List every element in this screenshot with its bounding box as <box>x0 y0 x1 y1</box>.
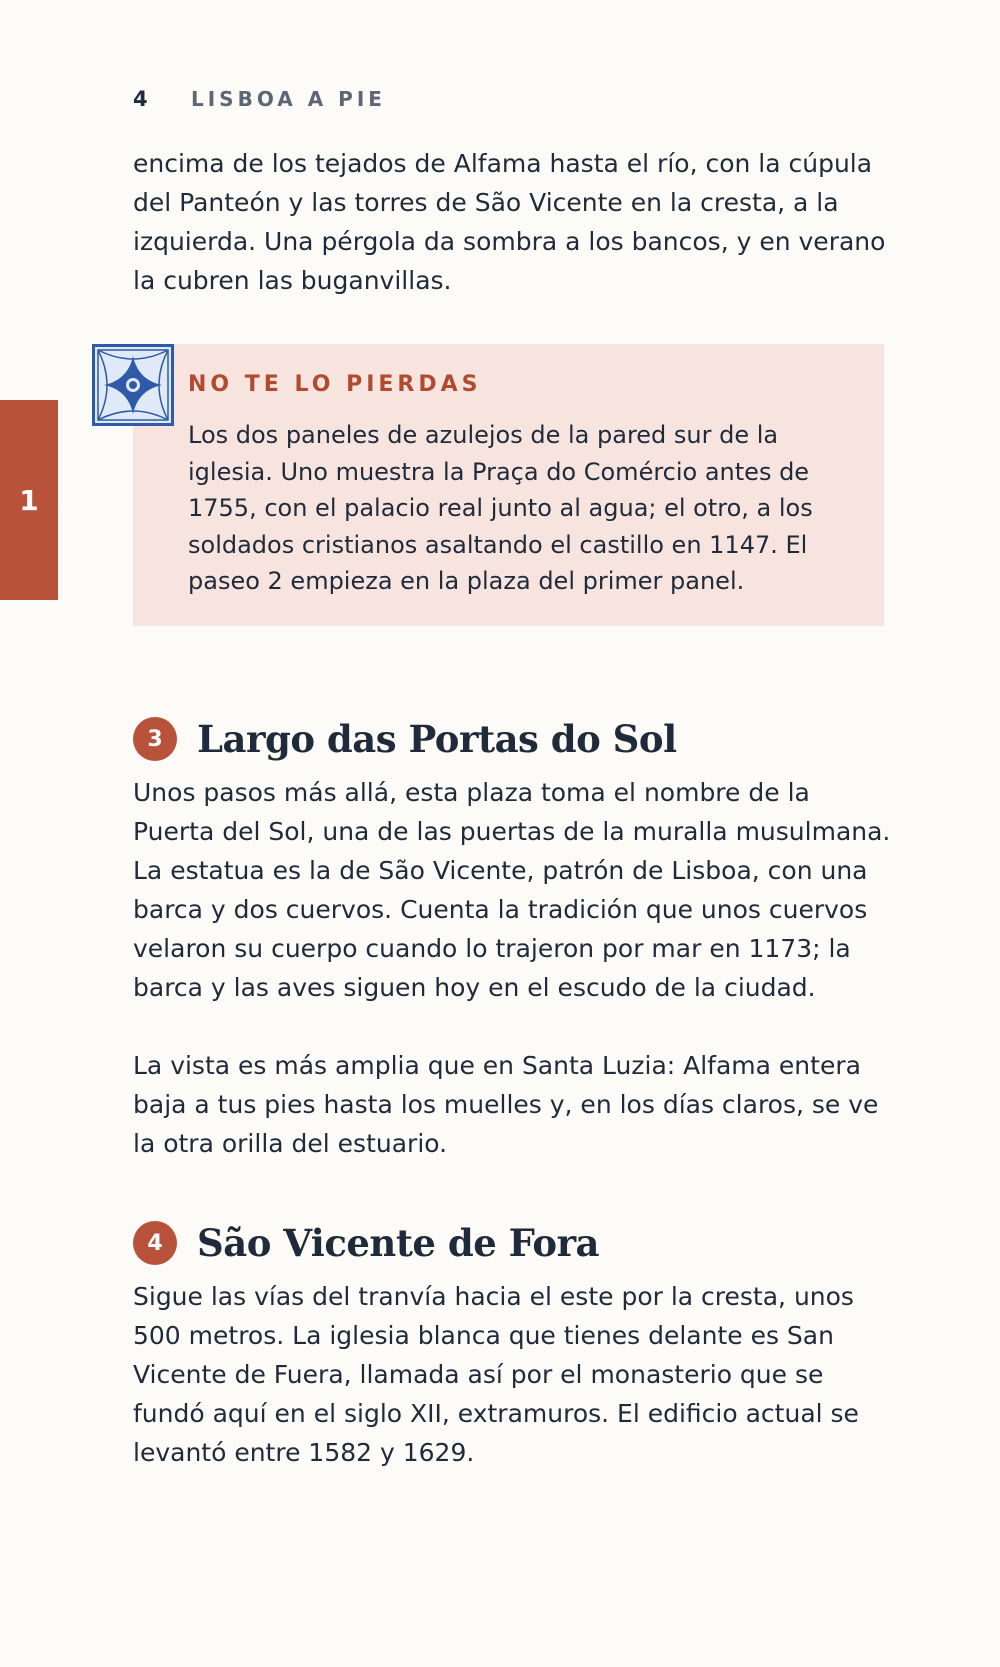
azulejo-tile-icon <box>92 344 174 426</box>
page-header <box>133 82 386 116</box>
stop-heading <box>133 1216 599 1270</box>
stop-paragraph: Sigue las vías del tranvía hacia el este por la cresta, unos 500 metros. La iglesia blanca que tienes delante es San Vicente de Fuera, llamada así por el monasterio que se fundó aquí en el siglo XII, extramuros. El edificio actual se levantó entre 1582 y 1629. <box>133 1282 859 1467</box>
stop-number-badge: 4 <box>133 1221 177 1265</box>
stop-title: Largo das Portas do Sol <box>197 717 677 761</box>
stop-number-badge: 3 <box>133 717 177 761</box>
stop-heading <box>133 712 677 766</box>
intro-paragraph: encima de los tejados de Alfama hasta el río, con la cúpula del Panteón y las torres de São Vicente en la cresta, a la izquierda. Una pérgola da sombra a los bancos, y en verano la cubren las buganvillas. <box>133 149 886 295</box>
stop-paragraph: La vista es más amplia que en Santa Luzia: Alfama entera baja a tus pies hasta los muelles y, en los días claros, se ve la otra orilla del estuario. <box>133 1051 879 1158</box>
callout-title: NO TE LO PIERDAS <box>188 372 482 397</box>
page-number: 4 <box>133 87 148 111</box>
chapter-tab <box>0 400 58 600</box>
stop-title: São Vicente de Fora <box>197 1221 600 1265</box>
callout-text: Los dos paneles de azulejos de la pared sur de la iglesia. Uno muestra la Praça do Comércio antes de 1755, con el palacio real junto al agua; el otro, a los soldados cristianos asaltando el castillo en 1147. El paseo 2 empieza en la plaza del primer panel. <box>188 421 813 595</box>
stop-paragraph: Unos pasos más allá, esta plaza toma el nombre de la Puerta del Sol, una de las puertas de la muralla musulmana. La estatua es la de São Vicente, patrón de Lisboa, con una barca y dos cuervos. Cuenta la tradición que unos cuervos velaron su cuerpo cuando lo trajeron por mar en 1173; la barca y las aves siguen hoy en el escudo de la ciudad. <box>133 778 891 1002</box>
chapter-tab-label: 1 <box>19 483 39 517</box>
running-title: LISBOA A PIE <box>191 87 386 111</box>
